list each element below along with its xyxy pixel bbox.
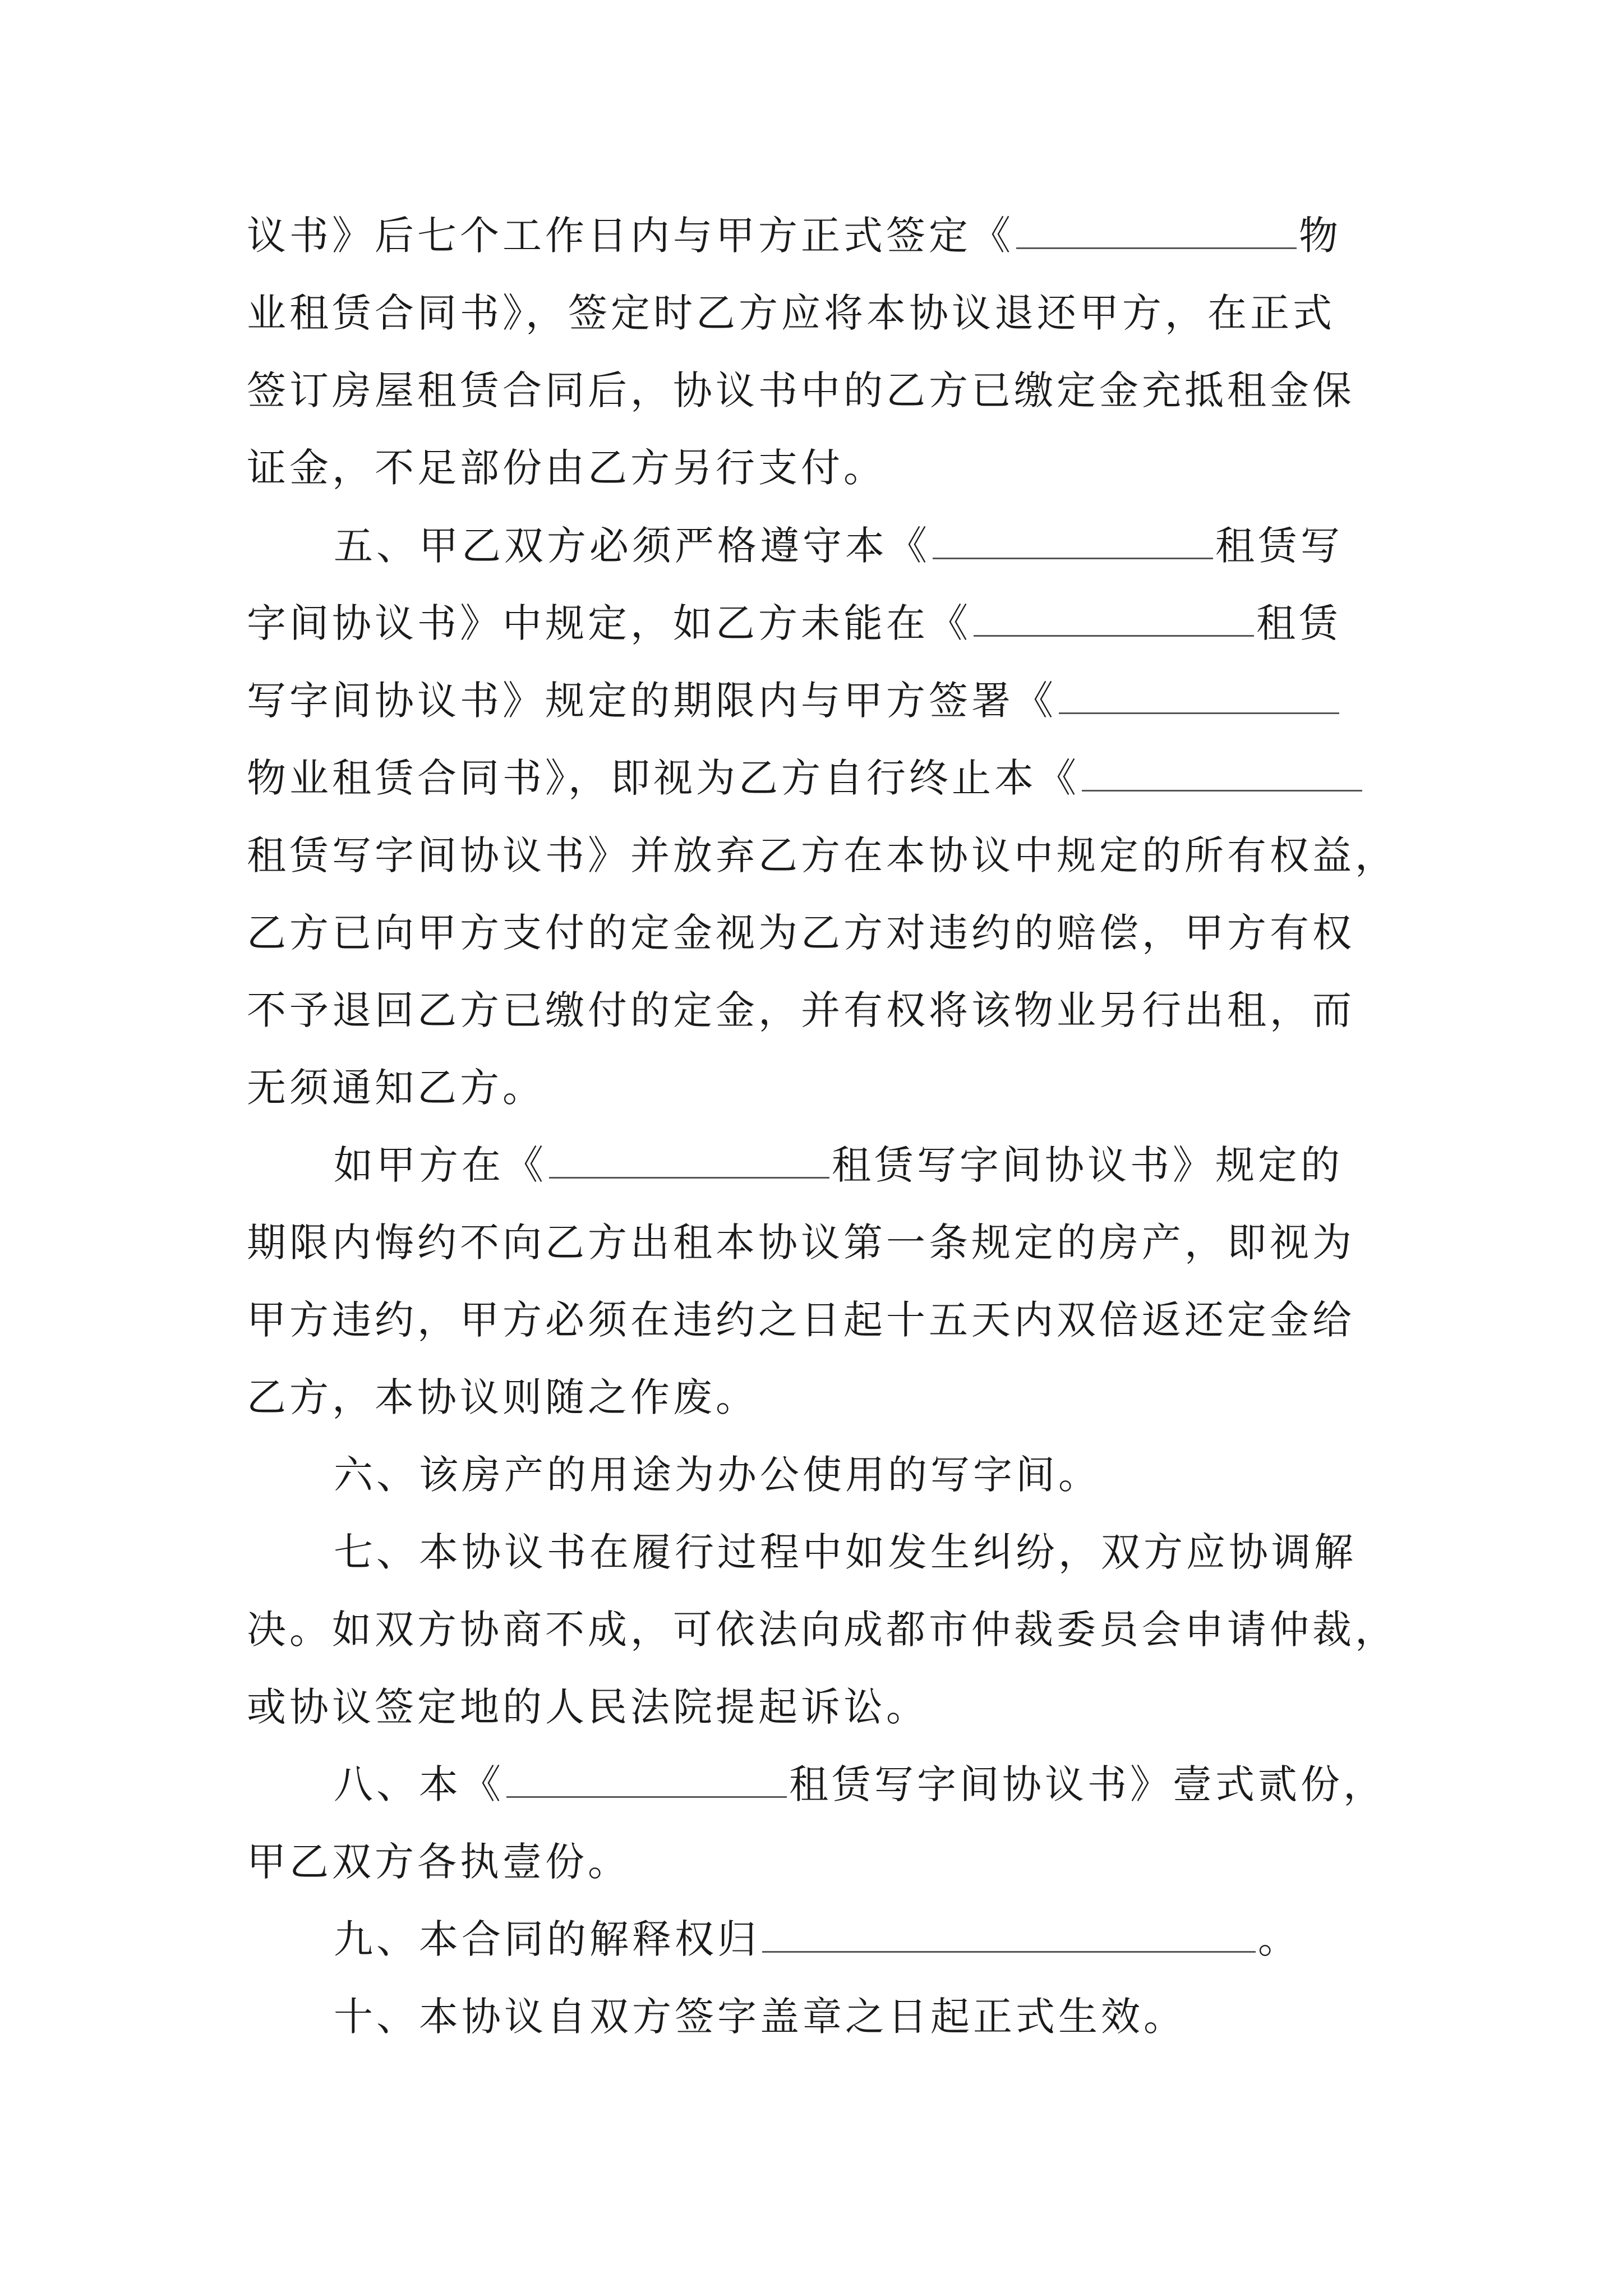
- paragraph-line: 乙方已向甲方支付的定金视为乙方对违约的赔偿，甲方有权: [247, 910, 1355, 956]
- paragraph-line: 决。如双方协商不成，可依法向成都市仲裁委员会申请仲裁，: [247, 1607, 1398, 1653]
- text-segment: 物: [1299, 213, 1341, 259]
- paragraph-line: 甲方违约，甲方必须在违约之日起十五天内双倍返还定金给: [247, 1297, 1355, 1343]
- fill-in-blank[interactable]: [1082, 751, 1362, 792]
- text-segment: 如甲方在《: [334, 1142, 547, 1188]
- text-segment: 租赁: [1256, 600, 1341, 646]
- paragraph-line: 证金，不足部份由乙方另行支付。: [247, 445, 886, 491]
- text-segment: 九、本合同的解释权归: [334, 1916, 760, 1962]
- paragraph-line: 六、该房产的用途为办公使用的写字间。: [334, 1452, 1101, 1498]
- paragraph-line: 十、本协议自双方签字盖章之日起正式生效。: [334, 1994, 1186, 2040]
- text-segment: 字间协议书》中规定，如乙方未能在《: [247, 600, 971, 646]
- paragraph-line: 甲乙双方各执壹份。: [247, 1839, 630, 1885]
- paragraph-line: 乙方，本协议则随之作废。: [247, 1374, 758, 1420]
- text-segment: 租赁写字间协议书》壹式贰份，: [789, 1761, 1386, 1807]
- paragraph-line: [247, 667, 1341, 734]
- text-segment: 八、本《: [334, 1761, 504, 1807]
- fill-in-blank[interactable]: [1016, 208, 1297, 249]
- text-segment: 写字间协议书》规定的期限内与甲方签署《: [247, 678, 1057, 724]
- paragraph-line: [334, 1751, 1386, 1818]
- paragraph-line: [247, 744, 1364, 812]
- fill-in-blank[interactable]: [1059, 673, 1339, 714]
- paragraph-line: 租赁写字间协议书》并放弃乙方在本协议中规定的所有权益，: [247, 832, 1398, 878]
- text-segment: 物业租赁合同书》，即视为乙方自行终止本《: [247, 755, 1080, 801]
- paragraph-line: [247, 202, 1341, 269]
- fill-in-blank[interactable]: [506, 1757, 787, 1798]
- paragraph-line: [247, 590, 1341, 657]
- paragraph-line: [334, 1906, 1301, 1973]
- paragraph-line: 七、本协议书在履行过程中如发生纠纷，双方应协调解: [334, 1529, 1357, 1575]
- paragraph-line: 业租赁合同书》，签定时乙方应将本协议退还甲方，在正式: [247, 290, 1335, 336]
- fill-in-blank[interactable]: [762, 1912, 1256, 1953]
- text-segment: 租赁写字间协议书》规定的: [832, 1142, 1343, 1188]
- paragraph-line: 签订房屋租赁合同后，协议书中的乙方已缴定金充抵租金保: [247, 367, 1355, 413]
- paragraph-line: 无须通知乙方。: [247, 1065, 545, 1111]
- text-segment: 租赁写: [1215, 523, 1343, 569]
- paragraph-line: [334, 1131, 1343, 1199]
- paragraph-line: 不予退回乙方已缴付的定金，并有权将该物业另行出租，而: [247, 987, 1355, 1033]
- fill-in-blank[interactable]: [974, 596, 1254, 637]
- paragraph-line: 或协议签定地的人民法院提起诉讼。: [247, 1684, 929, 1730]
- text-segment: 五、甲乙双方必须严格遵守本《: [334, 523, 930, 569]
- text-segment: 议书》后七个工作日内与甲方正式签定《: [247, 213, 1014, 259]
- text-segment: 。: [1258, 1916, 1301, 1962]
- fill-in-blank[interactable]: [549, 1138, 829, 1179]
- fill-in-blank[interactable]: [933, 518, 1213, 559]
- paragraph-line: [334, 512, 1343, 579]
- paragraph-line: 期限内悔约不向乙方出租本协议第一条规定的房产，即视为: [247, 1220, 1355, 1266]
